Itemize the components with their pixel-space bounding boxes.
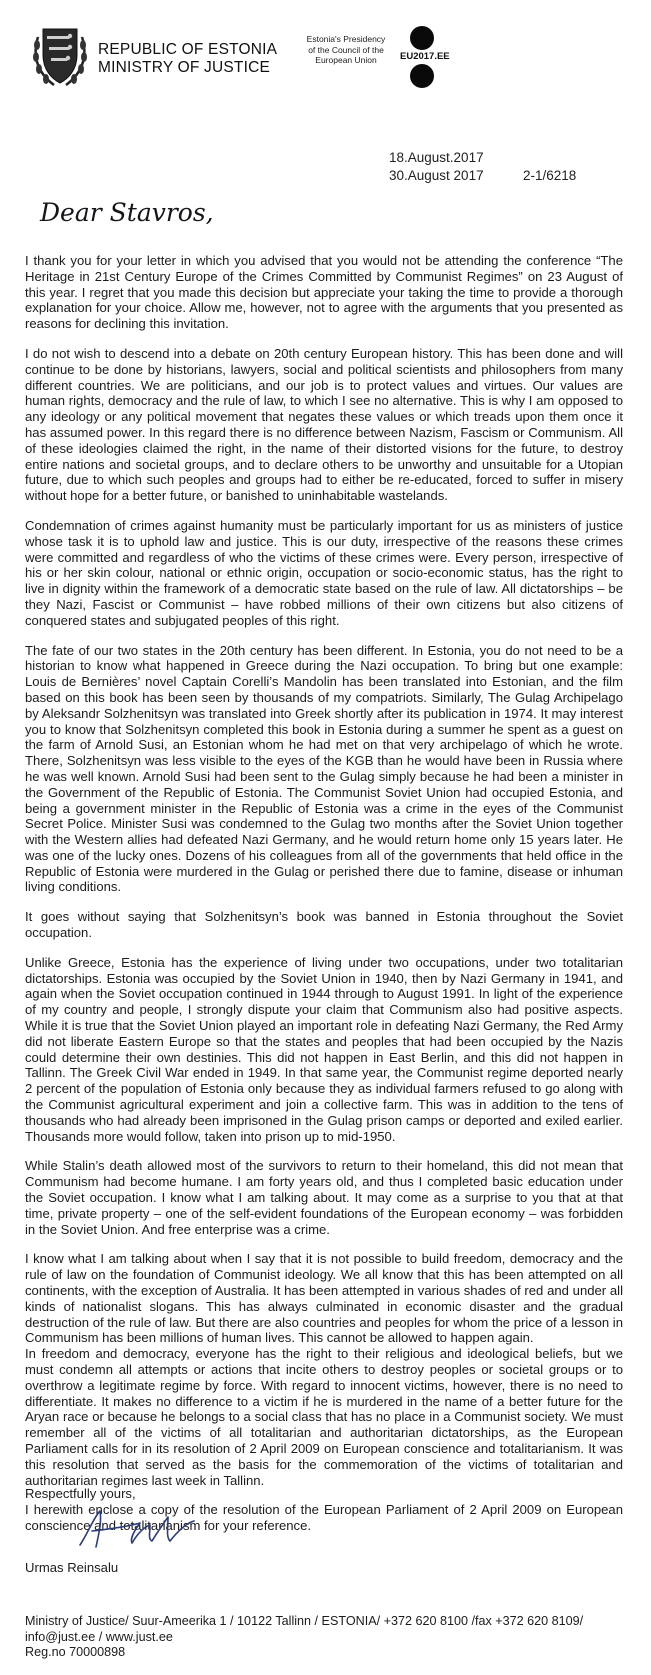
letter-date-original: 18.August.2017 [389, 150, 484, 165]
paragraph: I herewith enclose a copy of the resolution of the European Parliament of 2 April 2009 on European conscience and totalitarianism for your reference. [25, 1502, 623, 1534]
eu-presidency-caption [296, 34, 396, 66]
handwritten-signature [70, 1503, 200, 1553]
letter-reference-number: 2-1/6218 [523, 168, 577, 183]
ministry-name-line1: REPUBLIC OF ESTONIA [98, 41, 278, 58]
paragraph: While Stalin’s death allowed most of the survivors to return to their homeland, this did not mean that Communism had become humane. I am forty years old, and thus I completed basic education under the Soviet occupation. I know what I am talking about. It may come as a surprise to you that at that time, private property – one of the self-evident foundations of the European economy – was forbidden in the Soviet Union. And free enterprise was a crime. [25, 1158, 623, 1237]
handwritten-salutation [40, 198, 340, 248]
presidency-line2: of the Council of the [308, 44, 384, 55]
estonia-coat-of-arms [32, 25, 88, 89]
paragraph: It goes without saying that Solzhenitsyn’s book was banned in Estonia throughout the Soviet occupation. [25, 909, 623, 941]
eu2017-logo [400, 26, 450, 88]
letter-footer [25, 1614, 625, 1661]
signer-name: Urmas Reinsalu [25, 1560, 119, 1575]
footer-registration: Reg.no 70000898 [25, 1645, 126, 1660]
paragraph: Unlike Greece, Estonia has the experience of living under two occupations, under two totalitarian dictatorships. Estonia was occupied by the Soviet Union in 1940, then by Nazi Germany in 1941, and again when the Soviet occupation continued in 1944 through to August 1991. In light of the experience of my country and people, I strongly dispute your claim that Communism also had positive aspects. While it is true that the Soviet Union played an important role in defeating Nazi Germany, the Red Army did not liberate Eastern Europe so that the states and peoples that had been occupied by the Nazis could determine their own destinies. This did not happen in East Berlin, and this did not happen in Tallinn. The Greek Civil War ended in 1949. In that same year, the Communist regime deported nearly 2 percent of the population of Estonia only because they as individual farmers refused to go along with the Communist agricultural experiment and join a collective farm. This was in addition to the tens of thousands who had already been imprisoned in the Gulag prison camps or deported and exiled earlier. Thousands more would follow, taken into prison up to mid-1950. [25, 954, 623, 1144]
paragraph: I thank you for your letter in which you advised that you would not be attending the conference “The Heritage in 21st Century Europe of the Crimes Committed by Communist Regimes” on 23 August of this year. I regret that you made this decision but appreciate your taking the time to provide a thorough explanation for your choice. Allow me, however, not to agree with the arguments that you presented as reasons for declining this invitation. [25, 253, 623, 332]
logo-dot-icon [410, 26, 434, 50]
closing-phrase: Respectfully yours, [25, 1486, 136, 1501]
letter-date-revised: 30.August 2017 [389, 168, 484, 183]
presidency-line1: Estonia's Presidency [306, 34, 386, 44]
paragraph: I do not wish to descend into a debate on 20th century European history. This has been done and will continue to be done by historians, lawyers, social and political scientists and philosophers from many different countries. We are politicians, and our job is to protect values and virtues. Our values are human rights, democracy and the rule of law, to which I see no alternative. This is why I am opposed to any ideology or any political movement that negates these values or which treads upon them once it has assumed power. In this regard there is no difference between Nazism, Fascism or Communism. All of these ideologies claimed the right, in the name of their distorted visions for the future, to destroy entire nations and societal groups, and to declare others to be unworthy and unsuitable for a Utopian future, due to which such peoples and groups had to either be re-educated, forced to suffer in misery without hope for a better future, or banished to uninhabitable wastelands. [25, 345, 623, 504]
eu-logo-text: EU2017.EE [400, 51, 450, 62]
paragraph: In freedom and democracy, everyone has the right to their religious and ideological beliefs, but we must condemn all attempts or actions that incite others to destroy peoples or societal groups or to overthrow a legitimate regime by force. With regard to innocent victims, however, there is no need to differentiate. It makes no difference to a victim if he is murdered in the name of a better future for the Aryan race or because he belongs to a social class that has no place in a Communist society. We must remember all of the victims of all totalitarian and authoritarian dictatorships, as the European Parliament calls for in its resolution of 2 April 2009 on European conscience and totalitarianism. It was this resolution that served as the basis for the commemoration of the victims of totalitarian and authoritarian regimes last week in Tallinn. [25, 1346, 623, 1488]
salutation-text: Dear Stavros, [40, 198, 214, 227]
presidency-line3: European Union [315, 55, 377, 65]
letter-body [25, 253, 623, 1548]
paragraph: The fate of our two states in the 20th century has been different. In Estonia, you do not need to be a historian to know what happened in Greece during the Nazi occupation. To bring but one example: Louis de Bernières’ novel Captain Corelli’s Mandolin has been translated into Estonian, and the film based on this book has been seen by thousands of my compatriots. Similarly, The Gulag Archipelago by Aleksandr Solzhenitsyn was translated into Greek shortly after its publication in 1974. It may interest you to know that Solzhenitsyn completed this book in Estonia during a summer he spent as a guest on the farm of Arnold Susi, an Estonian whom he had met on that very archipelago of which he wrote. There, Solzhenitsyn was less visible to the eyes of the KGB than he would have been in Russia where he was well known. Arnold Susi had been sent to the Gulag simply because he had been a minister in the Government of the Republic of Estonia. The Communist Soviet Union had occupied Estonia, and being a government minister in the Republic of Estonia was a crime in the eyes of the Communist Secret Police. Minister Susi was condemned to the Gulag two months after the Soviet Union together with the Western allies had defeated Nazi Germany, and he would return home only 15 years later. He was one of the lucky ones. Dozens of his colleagues from all of the governments that held office in the Republic of Estonia were murdered in the Gulag or perished there due to famine, disease or inhuman living conditions. [25, 642, 623, 895]
paragraph: Condemnation of crimes against humanity must be particularly important for us as ministers of justice whose task it is to uphold law and justice. This is our duty, irrespective of the reasons these crimes were committed and regardless of who the victims of these crimes were. Every person, irrespective of his or her skin colour, national or ethnic origin, occupation or socio-economic status, has the right to live in dignity within the framework of a democratic state based on the rule of law. All dictatorships – be they Nazi, Fascist or Communist – have robbed millions of their own citizens but also citizens of conquered states and subjugated peoples of this right. [25, 517, 623, 628]
ministry-name-line2: MINISTRY OF JUSTICE [98, 59, 271, 76]
logo-dot-icon [410, 64, 434, 88]
footer-contact: info@just.ee / www.just.ee [25, 1629, 173, 1644]
paragraph: I know what I am talking about when I say that it is not possible to build freedom, democracy and the rule of law on the foundation of Communist ideology. We all know that this has been attempted on all continents, with the exception of Australia. It has been attempted in various shades of red and under all kinds of nationalist slogans. This has always culminated in economic disaster and the gradual destruction of the rule of law. But there are also countries and peoples for whom the price of a lesson in Communism has been millions of human lives. This cannot be allowed to happen again. [25, 1251, 623, 1346]
footer-address: Ministry of Justice/ Suur-Ameerika 1 / 10122 Tallinn / ESTONIA/ +372 620 8100 /fax +372 620 8109/ [25, 1614, 584, 1628]
